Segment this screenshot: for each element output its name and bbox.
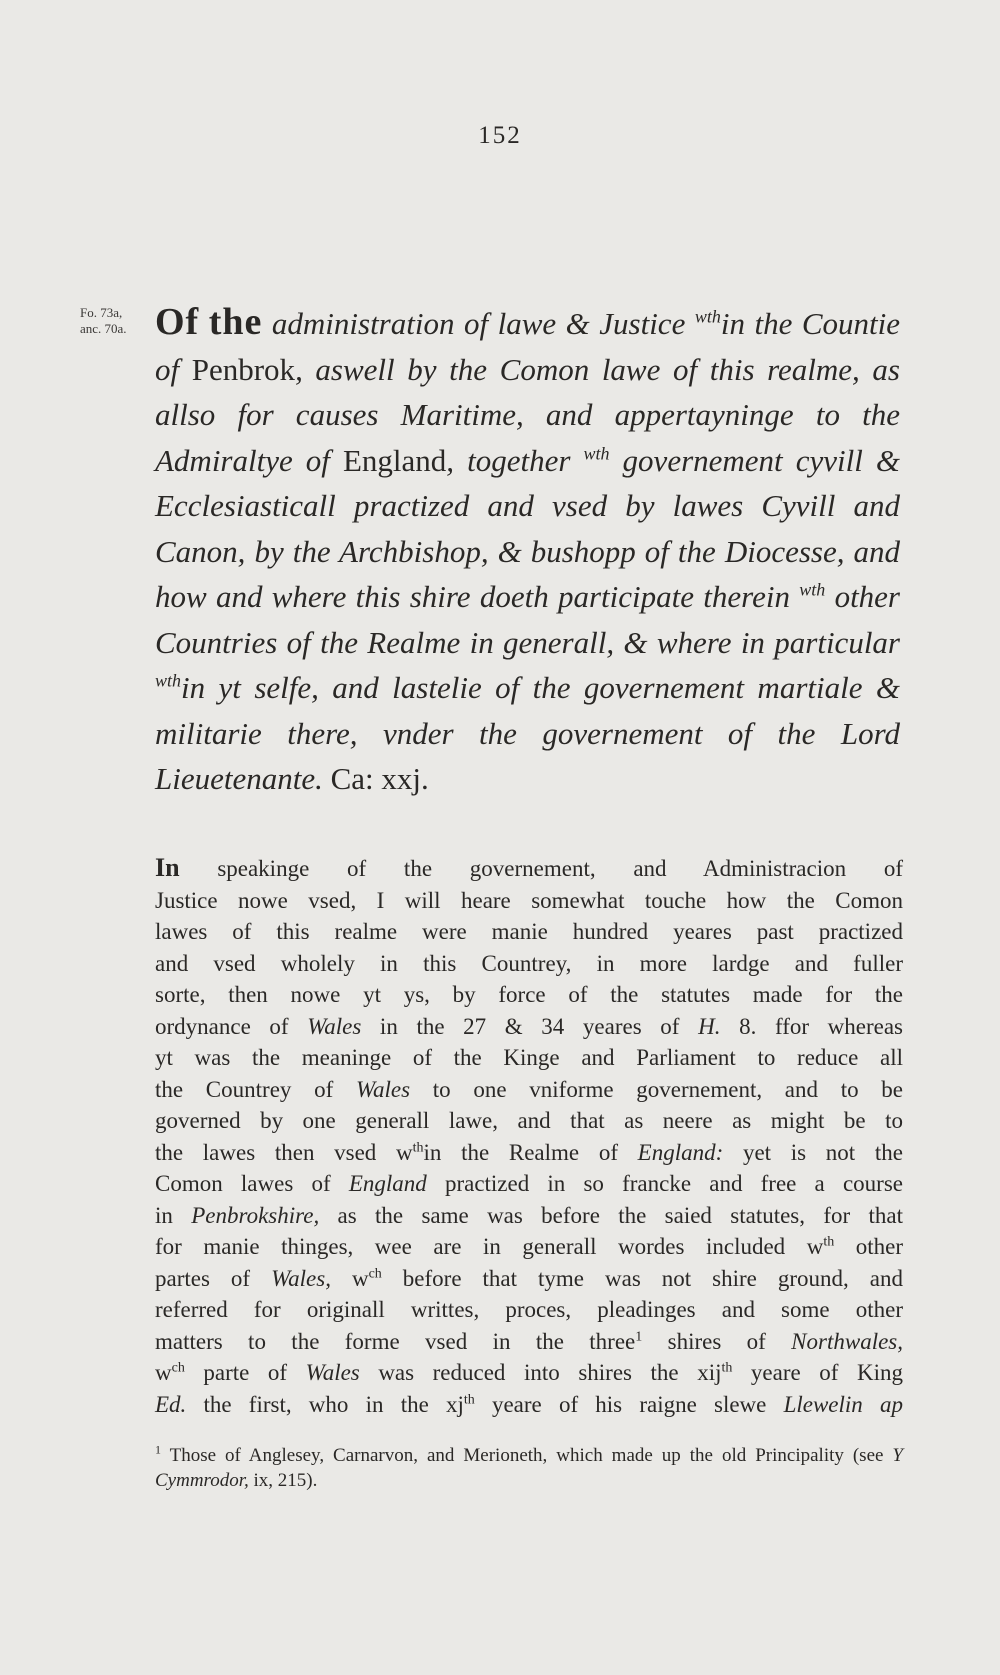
body-line-12-a: in (155, 1202, 192, 1228)
body-line-8 (155, 1074, 903, 1106)
body-line-17-d: yeare of King (732, 1360, 903, 1385)
heading-text-1: administration of lawe & Justice (262, 306, 695, 341)
footnote-marker: 1 (155, 1442, 161, 1457)
body-line-16 (155, 1326, 903, 1358)
body-line-18 (155, 1389, 903, 1421)
body-paragraph (155, 852, 903, 1420)
body-line-15: referred for originall writtes, proces, pleadinges and some other (155, 1297, 903, 1322)
body-line-12-b: as the same was before the saied statutes, for that (319, 1202, 903, 1228)
body-line-14-wales: Wales, (271, 1265, 331, 1291)
heading-text-5: governement cyvill & Ecclesiasticall practized and vsed by lawes Cyvill and Canon, by the Archbishop, & bushopp of the Diocesse, and how and where this shire doeth participate therein (155, 442, 901, 614)
body-line-12 (155, 1200, 903, 1232)
body-line-5: sorte, then nowe yt ys, by force of the statutes made for the (155, 982, 903, 1007)
body-line-6-wales: Wales (307, 1013, 362, 1039)
body-line-14-c: before that tyme was not shire ground, and (381, 1265, 904, 1291)
body-line-17-a: w (155, 1360, 172, 1385)
body-line-17-wales: Wales (305, 1360, 360, 1385)
body-line-2: Justice nowe vsed, I will heare somewhat touche how the Comon (155, 887, 903, 913)
heading-roman-england: England (342, 442, 447, 478)
footnote-text-2: ix, 215). (248, 1470, 318, 1491)
body-line-14 (155, 1263, 903, 1295)
page-number: 152 (478, 122, 522, 149)
body-line-18-a: the first, who in the xj (186, 1391, 464, 1417)
body-line-13-a: for manie thinges, wee are in generall wordes included w (155, 1234, 824, 1259)
body-line-6-b: in the 27 & 34 yeares of (361, 1013, 699, 1039)
body-line-11-a: Comon lawes of (155, 1171, 349, 1196)
body-line-14-a: partes of (155, 1265, 272, 1291)
heading-roman-penbrok: Penbrok (191, 351, 296, 387)
body-line-6-h8: H. (698, 1013, 721, 1039)
heading-text-3: , aswell by the Comon lawe of this realme, as allso for causes Maritime, and appertayninge to the Admiraltye of (155, 351, 900, 478)
body-line-6-c: 8. ffor whereas (720, 1013, 903, 1039)
body-line-16-northwales: Northwales, (791, 1328, 903, 1354)
body-line-17-c: was reduced into shires the xij (359, 1360, 722, 1385)
heading-sup-1: wth (694, 306, 721, 327)
body-line-9: governed by one generall lawe, and that as neere as might be to (155, 1108, 903, 1133)
body-line-8-b: to one vniforme governement, and to be (410, 1076, 904, 1102)
body-line-13-b: other (834, 1234, 903, 1259)
body-line-14-b: w (330, 1265, 369, 1291)
body-line-18-b: yeare of his raigne slewe (474, 1391, 784, 1417)
heading-text-6: other Countries of the Realme in generall, & where in particular (155, 579, 901, 660)
body-line-11-england: England (348, 1171, 427, 1196)
body-line-18-ed: Ed. (155, 1391, 187, 1417)
body-line-10-b: in the Realme of (423, 1139, 638, 1165)
body-line-8-a: the Countrey of (155, 1076, 356, 1102)
body-dropword: In (155, 853, 180, 882)
body-line-16-b: shires of (642, 1328, 792, 1354)
heading-sup-2: wth (583, 443, 610, 464)
heading-text-7: in yt selfe, and lastelie of the governement martiale & militarie there, vnder the governement of the Lord Lieuetenante. (155, 670, 900, 796)
body-line-14-sup: ch (368, 1265, 382, 1281)
body-line-12-penbrokshire: Penbrokshire, (191, 1202, 320, 1228)
body-line-3: lawes of this realme were manie hundred yeares past practized (155, 919, 903, 944)
heading-chapter-number: Ca: xxj. (322, 761, 429, 796)
body-line-17 (155, 1357, 903, 1389)
margin-note-line-2: anc. 70a. (80, 321, 127, 336)
body-line-10-sup: th (412, 1139, 424, 1155)
body-line-17-sup2: th (721, 1360, 733, 1376)
body-line-10 (155, 1137, 903, 1169)
body-line-4: and vsed wholely in this Countrey, in more lardge and fuller (155, 950, 903, 976)
footnote (155, 1443, 903, 1493)
body-line-17-b: parte of (184, 1360, 306, 1385)
body-line-8-wales: Wales (355, 1076, 411, 1102)
chapter-heading (155, 300, 900, 802)
heading-text-4: , together (446, 442, 584, 478)
body-line-10-c: yet is not the (723, 1139, 903, 1165)
folio-margin-note (80, 305, 127, 337)
footnote-title: Y Cymmrodor, (155, 1445, 903, 1491)
body-line-11-b: practized in so francke and free a course (426, 1171, 903, 1196)
body-line-6-a: ordynance of (155, 1013, 308, 1039)
heading-text-2: in the Countie of (155, 306, 901, 387)
body-line-16-a: matters to the forme vsed in the three (155, 1328, 636, 1354)
body-line-7: yt was the meaninge of the Kinge and Parliament to reduce all (155, 1045, 903, 1070)
body-line-1-text: speakinge of the governement, and Administracion of (179, 856, 903, 881)
body-line-17-sup: ch (171, 1360, 185, 1376)
heading-blackletter-the: the (208, 301, 263, 343)
margin-note-line-1: Fo. 73a, (80, 305, 123, 320)
body-line-6 (155, 1011, 903, 1043)
body-line-18-llewelin: Llewelin ap (783, 1391, 903, 1417)
heading-sup-3: wth (799, 579, 826, 600)
body-line-10-england: England: (637, 1139, 724, 1165)
footnote-ref-1: 1 (635, 1328, 643, 1344)
body-line-13 (155, 1231, 903, 1263)
heading-sup-4: wth (155, 670, 182, 691)
body-line-11 (155, 1168, 903, 1200)
footnote-text-1: Those of Anglesey, Carnarvon, and Merioneth, which made up the old Principality (see (161, 1445, 893, 1466)
heading-blackletter-of: Of (155, 301, 200, 343)
body-line-10-a: the lawes then vsed w (155, 1139, 413, 1165)
body-line-1 (155, 852, 903, 885)
body-line-18-sup: th (463, 1391, 475, 1407)
body-line-13-sup: th (823, 1234, 835, 1250)
